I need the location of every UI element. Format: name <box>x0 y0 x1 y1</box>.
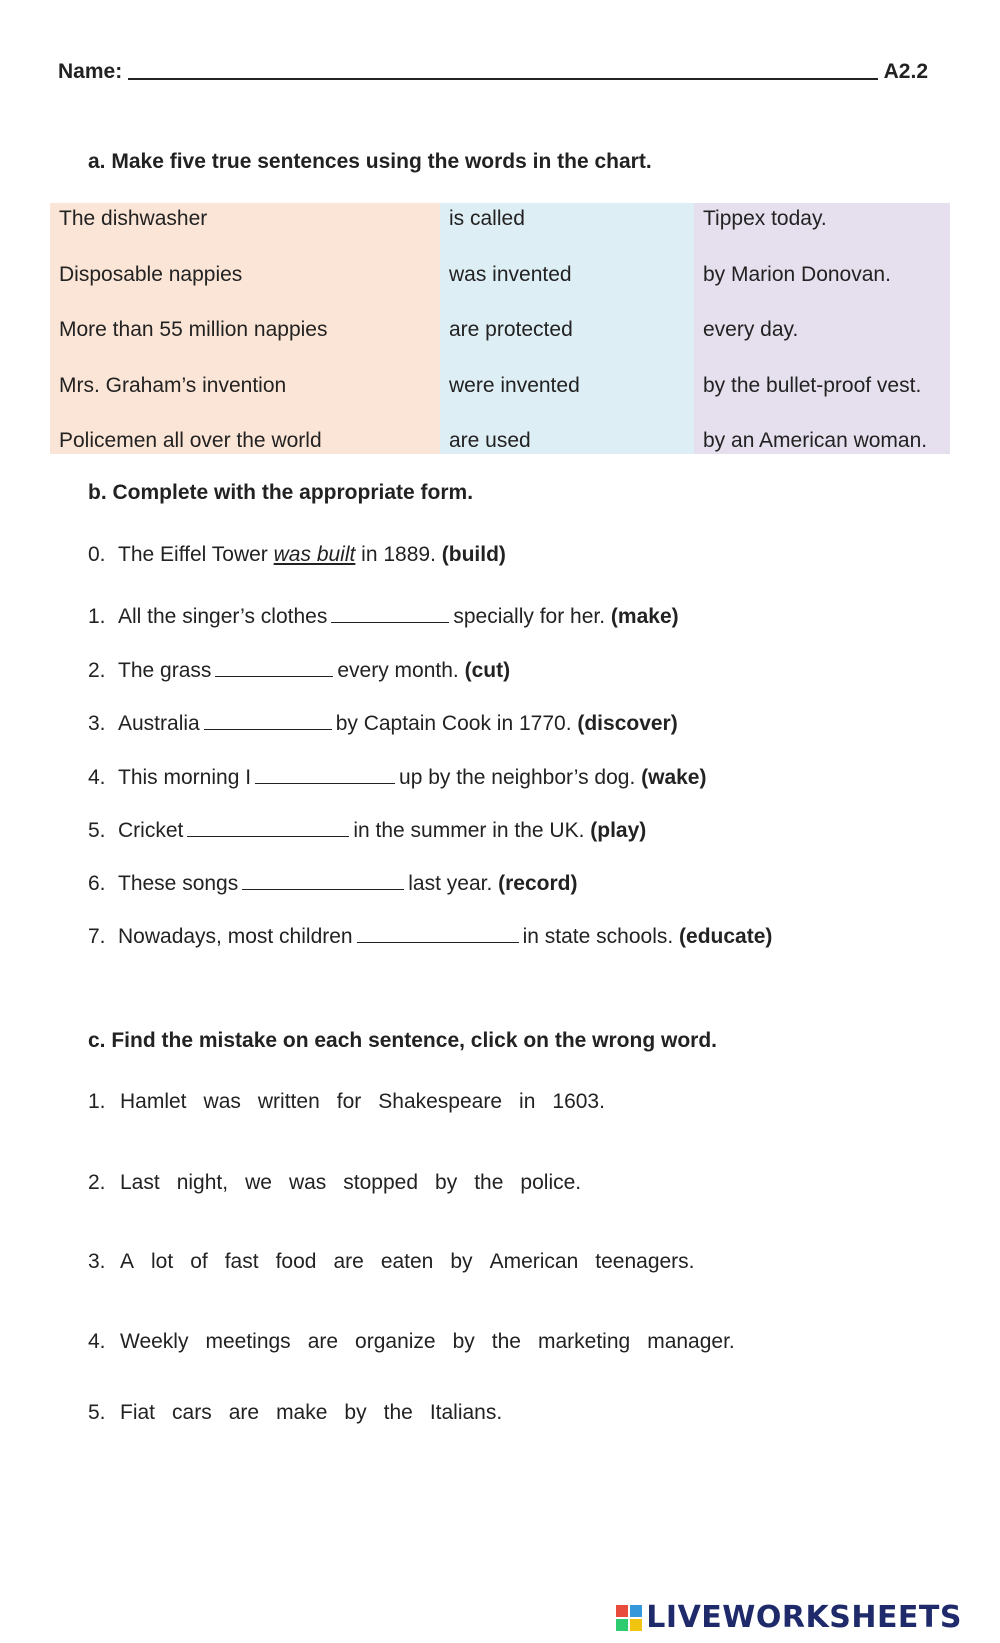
selectable-word[interactable]: the <box>491 1330 521 1353</box>
answer-blank[interactable] <box>331 604 449 623</box>
item-text: Nowadays, most children <box>118 925 353 948</box>
selectable-word[interactable]: stopped <box>343 1171 419 1194</box>
item-text: in state schools. <box>522 925 680 948</box>
example-answer: was built <box>273 543 356 566</box>
liveworksheets-logo-icon <box>616 1605 642 1631</box>
selectable-word[interactable]: by <box>450 1250 473 1273</box>
item-text: This morning I <box>118 766 252 789</box>
selectable-word[interactable]: was <box>203 1090 241 1113</box>
item-text: All the singer’s clothes <box>118 605 328 628</box>
verb-hint: (record) <box>498 872 578 895</box>
verb-hint: (educate) <box>679 925 773 948</box>
item-number: 7. <box>88 925 106 948</box>
fill-item <box>88 765 706 790</box>
mistake-sentence <box>88 1090 620 1114</box>
item-number: 2. <box>88 1171 106 1194</box>
mistake-sentence <box>88 1401 517 1425</box>
selectable-word[interactable]: are <box>228 1401 260 1424</box>
item-number: 5. <box>88 1401 106 1424</box>
chart-cell: More than 55 million nappies <box>59 318 328 341</box>
chart-column-endings <box>694 203 950 454</box>
item-number: 1. <box>88 605 106 628</box>
selectable-word[interactable]: A <box>120 1250 135 1273</box>
chart-cell: is called <box>449 207 525 230</box>
selectable-word[interactable]: meetings <box>205 1330 291 1353</box>
item-text: The grass <box>118 659 212 682</box>
verb-hint: (discover) <box>577 712 678 735</box>
item-text: up by the neighbor’s dog. <box>399 766 642 789</box>
fill-item <box>88 871 578 896</box>
selectable-word[interactable]: cars <box>172 1401 212 1424</box>
name-field[interactable] <box>128 58 877 80</box>
answer-blank[interactable] <box>242 871 404 890</box>
answer-blank[interactable] <box>187 818 349 837</box>
selectable-word[interactable]: the <box>474 1171 504 1194</box>
selectable-word[interactable]: Hamlet <box>120 1090 187 1113</box>
answer-blank[interactable] <box>215 658 333 677</box>
selectable-word[interactable]: was <box>288 1171 327 1194</box>
item-number: 5. <box>88 819 106 842</box>
chart-cell: Tippex today. <box>703 207 827 230</box>
verb-hint: (cut) <box>464 659 511 682</box>
item-number: 3. <box>88 1250 106 1273</box>
chart-cell: was invented <box>449 262 572 286</box>
item-text: Australia <box>118 712 200 735</box>
section-c-title: c. Find the mistake on each sentence, click on the wrong word. <box>88 1029 717 1052</box>
selectable-word[interactable]: the <box>383 1401 413 1424</box>
level-label: A2.2 <box>883 60 928 83</box>
item-text: specially for her. <box>453 605 611 628</box>
selectable-word[interactable]: fast <box>224 1250 259 1273</box>
chart-cell: Policemen all over the world <box>59 429 322 452</box>
item-text: by Captain Cook in 1770. <box>335 712 578 735</box>
selectable-word[interactable]: for <box>336 1090 362 1113</box>
selectable-word[interactable]: American <box>489 1250 579 1273</box>
answer-blank[interactable] <box>204 711 332 730</box>
selectable-word[interactable]: written <box>257 1090 320 1113</box>
item-number: 4. <box>88 1330 106 1353</box>
item-number: 6. <box>88 872 106 895</box>
selectable-word[interactable]: Last <box>120 1171 160 1194</box>
chart-column-subjects <box>50 203 440 454</box>
selectable-word[interactable]: by <box>344 1401 367 1424</box>
item-text: The Eiffel Tower <box>118 543 274 566</box>
item-number: 1. <box>88 1090 106 1113</box>
selectable-word[interactable]: Fiat <box>120 1401 156 1424</box>
fill-item <box>88 711 678 736</box>
name-header <box>58 58 928 84</box>
chart-cell: are used <box>449 429 531 452</box>
selectable-word[interactable]: we <box>245 1171 272 1194</box>
selectable-word[interactable]: in <box>519 1090 536 1113</box>
mistake-sentence <box>88 1171 596 1195</box>
chart-cell: are protected <box>449 318 573 341</box>
answer-blank[interactable] <box>357 924 519 943</box>
chart-cell: were invented <box>449 373 580 397</box>
item-number: 3. <box>88 712 106 735</box>
mistake-sentence <box>88 1250 710 1274</box>
selectable-word[interactable]: manager. <box>647 1330 735 1353</box>
chart-cell: by the bullet-proof vest. <box>703 373 922 397</box>
fill-item <box>88 924 772 949</box>
chart-column-verbs <box>440 203 694 454</box>
selectable-word[interactable]: by <box>452 1330 475 1353</box>
example-item <box>88 543 506 567</box>
chart-cell: The dishwasher <box>59 207 208 230</box>
fill-item <box>88 818 646 843</box>
selectable-word[interactable]: police. <box>520 1171 582 1194</box>
name-label: Name: <box>58 60 123 83</box>
word-chart <box>50 203 950 454</box>
selectable-word[interactable]: Italians. <box>429 1401 503 1424</box>
item-text: in the summer in the UK. <box>353 819 591 842</box>
verb-hint: (build) <box>441 543 506 566</box>
selectable-word[interactable]: by <box>435 1171 458 1194</box>
answer-blank[interactable] <box>255 765 395 784</box>
chart-cell: every day. <box>703 318 799 341</box>
logo-text: LIVEWORKSHEETS <box>646 1600 962 1635</box>
selectable-word[interactable]: make <box>276 1401 328 1424</box>
verb-hint: (play) <box>590 819 647 842</box>
item-text: in 1889. <box>355 543 442 566</box>
mistake-sentence <box>88 1330 750 1354</box>
selectable-word[interactable]: Weekly <box>120 1330 189 1353</box>
item-text: These songs <box>118 872 239 895</box>
chart-cell: Mrs. Graham’s invention <box>59 373 287 397</box>
verb-hint: (wake) <box>641 766 707 789</box>
selectable-word[interactable]: food <box>275 1250 317 1273</box>
selectable-word[interactable]: 1603. <box>552 1090 605 1113</box>
liveworksheets-logo <box>616 1600 962 1635</box>
selectable-word[interactable]: organize <box>355 1330 436 1353</box>
selectable-word[interactable]: Shakespeare <box>378 1090 503 1113</box>
selectable-word[interactable]: marketing <box>538 1330 631 1353</box>
selectable-word[interactable]: teenagers. <box>595 1250 695 1273</box>
chart-cell: Disposable nappies <box>59 262 243 286</box>
fill-item <box>88 658 510 683</box>
selectable-word[interactable]: eaten <box>380 1250 434 1273</box>
section-a-title: a. Make five true sentences using the words in the chart. <box>88 150 652 173</box>
selectable-word[interactable]: lot <box>151 1250 174 1273</box>
item-number: 2. <box>88 659 106 682</box>
fill-item <box>88 604 679 629</box>
chart-cell: by an American woman. <box>703 429 928 452</box>
item-text: every month. <box>337 659 465 682</box>
item-number: 0. <box>88 543 106 566</box>
item-number: 4. <box>88 766 106 789</box>
item-text: Cricket <box>118 819 184 842</box>
selectable-word[interactable]: of <box>190 1250 208 1273</box>
item-text: last year. <box>408 872 499 895</box>
selectable-word[interactable]: are <box>307 1330 339 1353</box>
selectable-word[interactable]: night, <box>176 1171 229 1194</box>
chart-cell: by Marion Donovan. <box>703 262 891 286</box>
selectable-word[interactable]: are <box>333 1250 364 1273</box>
verb-hint: (make) <box>610 605 679 628</box>
section-b-title: b. Complete with the appropriate form. <box>88 481 474 504</box>
